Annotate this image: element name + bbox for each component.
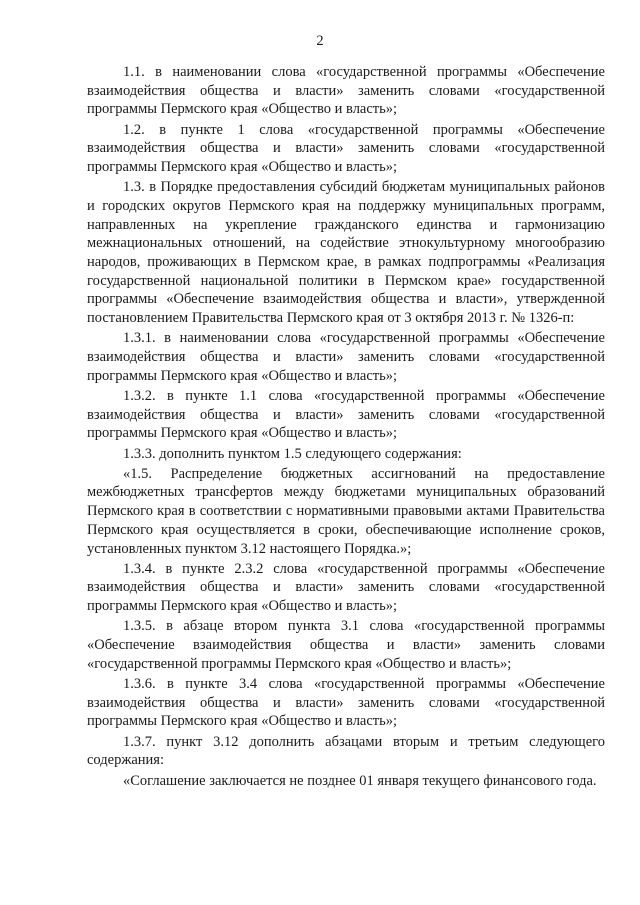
paragraph-1-3: 1.3. в Порядке предоставления субсидий бюджетам муниципальных районов и городских округов Пермского края на поддержку муниципальных программ, направленных на укрепление гражданского единства и гармонизацию межнациональных отношений, на содействие этнокультурному многообразию народов, проживающих в Пермском крае, в рамках подпрограммы «Реализация государственной национальной политики в Пермском крае» государственной программы «Обеспечение взаимодействия общества и власти», утвержденной постановлением Правительства Пермского края от 3 октября 2013 г. № 1326-п: [87, 179, 605, 327]
paragraph-1-3-6: 1.3.6. в пункте 3.4 слова «государственной программы «Обеспечение взаимодействия общества и власти» заменить словами «государственной программы Пермского края «Общество и власть»; [87, 676, 605, 730]
paragraph-1-3-5: 1.3.5. в абзаце втором пункта 3.1 слова «государственной программы «Обеспечение взаимодействия общества и власти» заменить словами «государственной программы Пермского края «Общество и власть»; [87, 618, 605, 672]
document-body [87, 63, 605, 792]
page-number: 2 [316, 33, 324, 49]
paragraph-1-1: 1.1. в наименовании слова «государственной программы «Обеспечение взаимодействия общества и власти» заменить словами «государственной программы Пермского края «Общество и власть»; [87, 64, 605, 118]
paragraph-1-3-4: 1.3.4. в пункте 2.3.2 слова «государственной программы «Обеспечение взаимодействия общества и власти» заменить словами «государственной программы Пермского края «Общество и власть»; [87, 560, 605, 615]
paragraph-1-3-7: 1.3.7. пункт 3.12 дополнить абзацами вторым и третьим следующего содержания: [87, 733, 605, 769]
paragraph-1-3-2: 1.3.2. в пункте 1.1 слова «государственной программы «Обеспечение взаимодействия общества и власти» заменить словами «государственной программы Пермского края «Общество и власть»; [87, 387, 605, 442]
paragraph-1-3-3: 1.3.3. дополнить пунктом 1.5 следующего содержания: [123, 445, 462, 462]
quoted-agreement-paragraph: «Соглашение заключается не позднее 01 января текущего финансового года. [123, 772, 597, 789]
quoted-paragraph-1-5: «1.5. Распределение бюджетных ассигнований на предоставление межбюджетных трансфертов между бюджетами муниципальных образований Пермского края в соответствии с нормативными правовыми актами Правительства Пермского края осуществляется в сроки, обеспечивающие исполнение сроков, установленных пунктом 3.12 настоящего Порядка.»; [87, 465, 605, 557]
paragraph-1-3-1: 1.3.1. в наименовании слова «государственной программы «Обеспечение взаимодействия общества и власти» заменить словами «государственной программы Пермского края «Общество и власть»; [87, 330, 605, 384]
paragraph-1-2: 1.2. в пункте 1 слова «государственной программы «Обеспечение взаимодействия общества и власти» заменить словами «государственной программы Пермского края «Общество и власть»; [87, 121, 605, 176]
